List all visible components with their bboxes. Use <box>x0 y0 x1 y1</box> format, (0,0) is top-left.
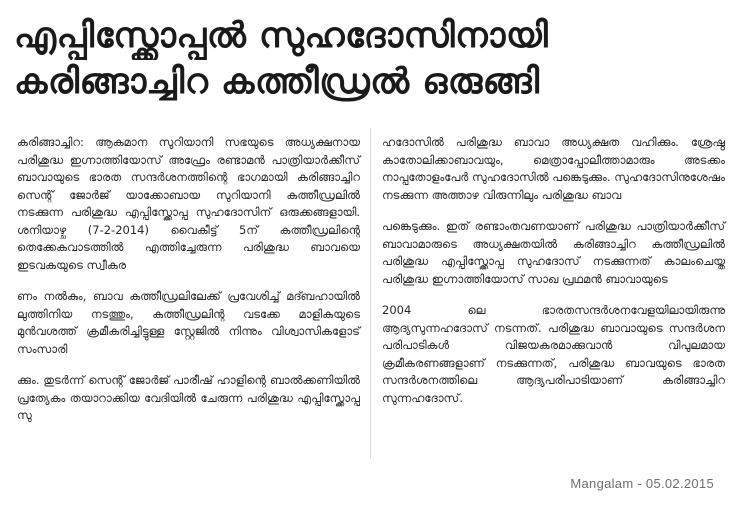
paragraph: ണം നൽകും, ബാവ കത്തീഡ്രലിലേക്ക് പ്രവേശിച്ച് മദ്ബഹായിൽ ലുത്തിനിയ നടത്തും, കത്തീഡ്രലിന്റ വടക്കേ മാളികയുടെ മുൻവശത്ത് ക്രമീകരിച്ചിട്ടുള്ള സ്റ്റേജിൽ നിന്നും വിശ്വാസികളോട് സംസാരി <box>17 289 360 356</box>
headline <box>14 14 728 106</box>
headline-line-1: എപ്പിസ്ക്കോപ്പൽ സുഹദോസിനായി <box>14 16 549 56</box>
column-divider <box>370 128 371 458</box>
article-column-left <box>17 134 360 439</box>
paragraph: പങ്കെടുക്കും. ഇത് രണ്ടാംതവണയാണ് പരിശുദ്ധ പാത്രിയാർക്കീസ് ബാവാമാരുടെ അധ്യക്ഷതയിൽ കരിങ്ങാച്ചിറ കത്തീഡ്രലിൽ പരിശുദ്ധ എപ്പിസ്ക്കോപ്പ സുഹദോസ് നടക്കുന്നത് കാലംചെയ്ത പരിശുദ്ധ ഇഗ്നാത്തിയോസ് സാഖ പ്രഥമൻ ബാവായുടെ <box>382 219 725 286</box>
source-credit: Mangalam - 05.02.2015 <box>570 476 714 491</box>
paragraph: ഹദോസിൽ പരിശുദ്ധ ബാവാ അധ്യക്ഷത വഹിക്കും. ശ്രേഷ്ഠ കാതോലിക്കാബാവയും, മെത്രാപ്പോലീത്താമാരും അടക്കം നാപ്പതോളംപേർ സുഹദോസിൽ പങ്കെടുക്കും. സുഹദോസിനുശേഷം നടക്കുന്ന അത്താഴ വിരുന്നിലും പരിശുദ്ധ ബാവ <box>382 135 725 202</box>
headline-line-2: കരിങ്ങാച്ചിറ കത്തീഡ്രൽ ഒരുങ്ങി <box>14 62 540 102</box>
paragraph: ക്കും. തുടർന്ന് സെന്റ് ജോർജ് പാരീഷ് ഹാളിന്റെ ബാൽക്കണിയിൽ പ്രത്യേകം തയാറാക്കിയ വേദിയിൽ ചേരുന്ന പരിശുദ്ധ എപ്പിസ്ക്കോപ്പ സു <box>17 373 360 422</box>
article-column-right <box>382 134 725 421</box>
paragraph: കരിങ്ങാച്ചിറ: ആകമാന സുറിയാനി സഭയുടെ അധ്യക്ഷനായ പരിശുദ്ധ ഇഗ്നാത്തിയോസ് അഫ്രേം രണ്ടാമൻ പാത്രിയാർക്കീസ് ബാവായുടെ ഭാരത സന്ദർശനത്തിന്റെ ഭാഗമായി കരിങ്ങാച്ചിറ സെന്റ് ജോർജ് യാക്കോബായ സുറിയാനി കത്തീഡ്രലിൽ നടക്കുന്ന പരിശുദ്ധ എപ്പിസ്ക്കോപ്പ സുഹദോസിന് ഒരുക്കങ്ങളായി. ശനിയാഴ്ച (7-2-2014) വൈകീട്ട് 5ന് കത്തീഡ്രലിന്റെ തെക്കേകവാടത്തിൽ എത്തിച്ചേരുന്ന പരിശുദ്ധ ബാവയെ ഇടവകയുടെ സ്വീകര <box>17 135 360 272</box>
paragraph: 2004 ലെ ഭാരതസന്ദർശനവേളയിലായിരുന്നു ആദ്യസുന്നഹദോസ് നടന്നത്. പരിശുദ്ധ ബാവായുടെ സന്ദർശന പരിപാടികൾ വിജയകരമാക്കുവാൻ വിപുലമായ ക്രമീകരണങ്ങളാണ് നടക്കുന്നത്, പരിശുദ്ധ ബാവയുടെ ഭാരത സന്ദർശനത്തിലെ ആദ്യപരിപാടിയാണ് കരിങ്ങാച്ചിറ സുന്നഹദോസ്. <box>382 303 725 405</box>
